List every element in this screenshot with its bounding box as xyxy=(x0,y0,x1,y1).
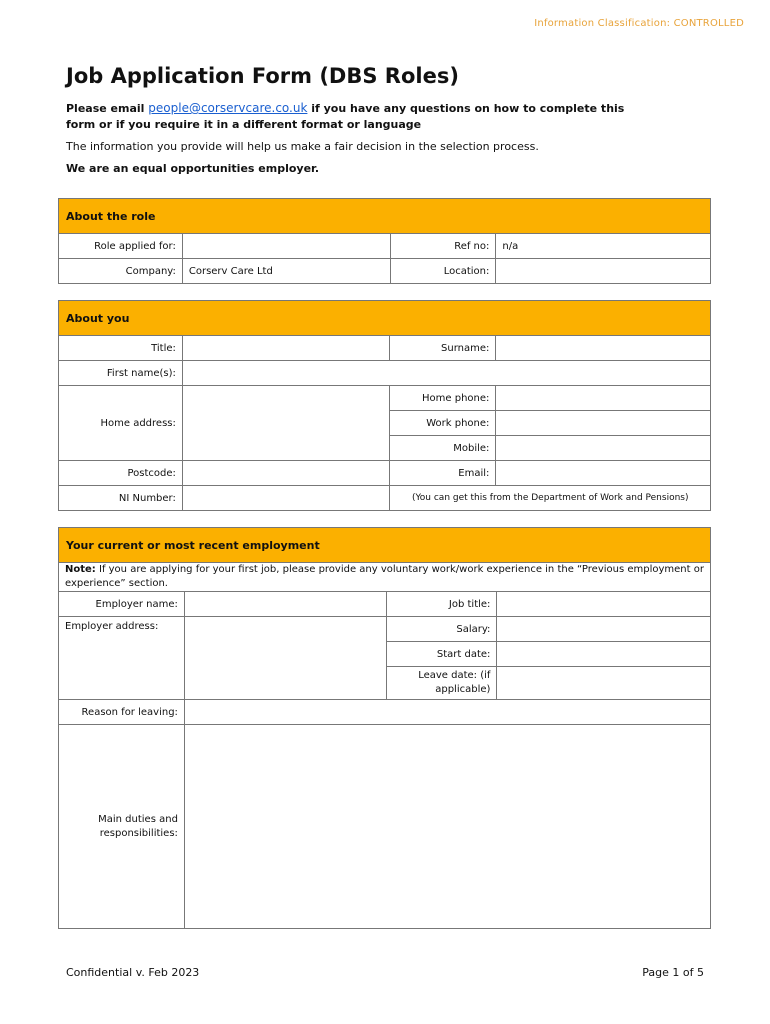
ni-number-hint: (You can get this from the Department of Work and Pensions) xyxy=(390,486,711,511)
equal-opportunities-text: We are an equal opportunities employer. xyxy=(66,162,320,175)
company-field[interactable]: Corserv Care Ltd xyxy=(182,259,390,284)
title-field[interactable] xyxy=(182,336,390,361)
role-applied-label: Role applied for: xyxy=(59,234,183,259)
page-title: Job Application Form (DBS Roles) xyxy=(66,64,459,88)
intro-section xyxy=(66,100,626,177)
email-field[interactable] xyxy=(496,461,711,486)
surname-field[interactable] xyxy=(496,336,711,361)
postcode-label: Postcode: xyxy=(59,461,183,486)
email-label: Email: xyxy=(390,461,496,486)
ref-no-field[interactable]: n/a xyxy=(496,234,711,259)
ni-number-field[interactable] xyxy=(182,486,390,511)
contact-suffix: if you have any questions on how to complete this form or if you require it in a different format or language xyxy=(66,102,625,131)
work-phone-label: Work phone: xyxy=(390,411,496,436)
home-address-label: Home address: xyxy=(59,386,183,461)
ni-number-label: NI Number: xyxy=(59,486,183,511)
employer-address-field[interactable] xyxy=(184,617,386,700)
main-duties-field[interactable] xyxy=(184,725,710,929)
role-applied-field[interactable] xyxy=(182,234,390,259)
footer-page-number: Page 1 of 5 xyxy=(642,966,704,979)
about-role-header: About the role xyxy=(59,199,711,234)
about-role-table xyxy=(58,198,711,284)
email-link[interactable]: people@corservcare.co.uk xyxy=(148,101,308,115)
title-label: Title: xyxy=(59,336,183,361)
salary-label: Salary: xyxy=(386,617,497,642)
ref-no-label: Ref no: xyxy=(390,234,496,259)
job-title-field[interactable] xyxy=(497,592,711,617)
note-text: If you are applying for your first job, please provide any voluntary work/work experience in the “Previous employment or experience” section. xyxy=(65,564,704,589)
about-you-table xyxy=(58,300,711,511)
home-phone-field[interactable] xyxy=(496,386,711,411)
job-title-label: Job title: xyxy=(386,592,497,617)
employer-name-label: Employer name: xyxy=(59,592,185,617)
main-duties-label: Main duties and responsibilities: xyxy=(59,725,185,929)
work-phone-field[interactable] xyxy=(496,411,711,436)
start-date-label: Start date: xyxy=(386,642,497,667)
leave-date-label: Leave date: (if applicable) xyxy=(386,667,497,700)
note-label: Note: xyxy=(65,564,96,575)
contact-instructions xyxy=(66,100,626,133)
classification-label: Information Classification: CONTROLLED xyxy=(534,18,744,29)
leave-date-field[interactable] xyxy=(497,667,711,700)
salary-field[interactable] xyxy=(497,617,711,642)
mobile-label: Mobile: xyxy=(390,436,496,461)
start-date-field[interactable] xyxy=(497,642,711,667)
reason-leaving-label: Reason for leaving: xyxy=(59,700,185,725)
mobile-field[interactable] xyxy=(496,436,711,461)
about-you-header: About you xyxy=(59,301,711,336)
location-label: Location: xyxy=(390,259,496,284)
home-phone-label: Home phone: xyxy=(390,386,496,411)
employer-address-label: Employer address: xyxy=(59,617,185,700)
contact-prefix: Please email xyxy=(66,102,149,115)
location-field[interactable] xyxy=(496,259,711,284)
first-name-label: First name(s): xyxy=(59,361,183,386)
employment-note xyxy=(59,563,711,592)
footer-confidential: Confidential v. Feb 2023 xyxy=(66,966,200,979)
first-name-field[interactable] xyxy=(182,361,710,386)
postcode-field[interactable] xyxy=(182,461,390,486)
reason-leaving-field[interactable] xyxy=(184,700,710,725)
fair-decision-text: The information you provide will help us make a fair decision in the selection process. xyxy=(66,140,539,153)
employment-table xyxy=(58,527,711,929)
company-label: Company: xyxy=(59,259,183,284)
employer-name-field[interactable] xyxy=(184,592,386,617)
employment-header: Your current or most recent employment xyxy=(59,528,711,563)
home-address-field[interactable] xyxy=(182,386,390,461)
surname-label: Surname: xyxy=(390,336,496,361)
